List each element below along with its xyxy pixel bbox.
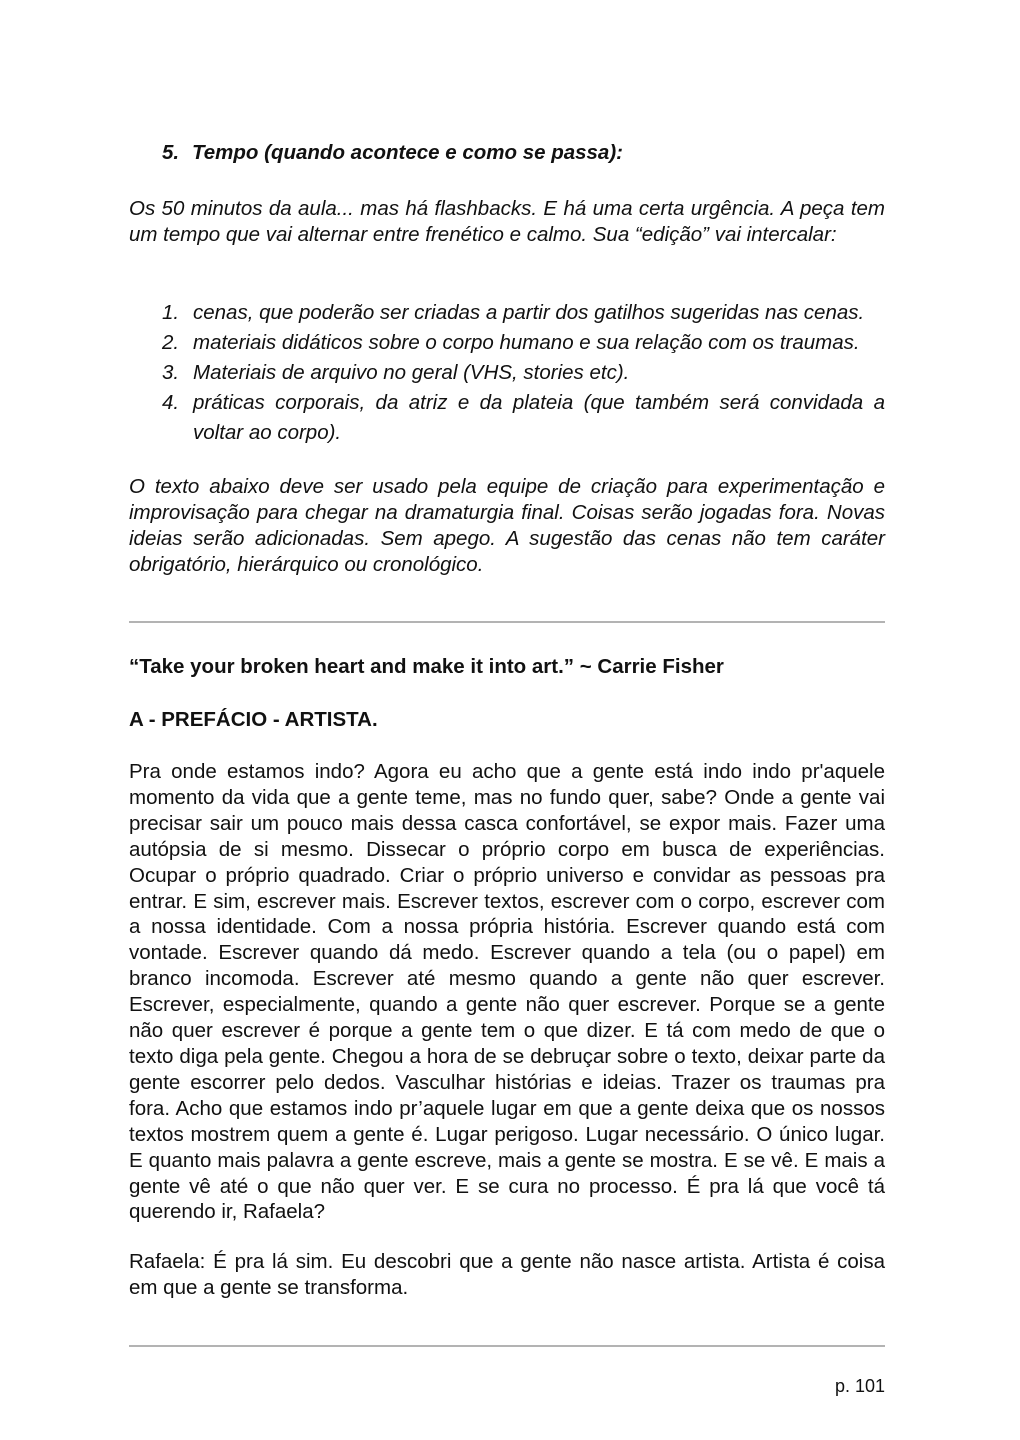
page-number: p. 101: [834, 1376, 885, 1396]
list-item: [162, 328, 885, 358]
list-item-text: Materiais de arquivo no geral (VHS, stories etc).: [193, 361, 630, 384]
section-heading: [162, 141, 623, 165]
list-item: [162, 388, 885, 448]
list-item-number: 4.: [162, 391, 180, 414]
list-item-text: materiais didáticos sobre o corpo humano e sua relação com os traumas.: [193, 331, 860, 354]
list-item-text: cenas, que poderão ser criadas a partir dos gatilhos sugeridas nas cenas.: [193, 301, 865, 324]
list-item-number: 3.: [162, 361, 180, 384]
materials-list: [162, 298, 885, 448]
rafaela-reply: Rafaela: É pra lá sim. Eu descobri que a gente não nasce artista. Artista é coisa em que a gente se transforma.: [129, 1250, 885, 1299]
intro-paragraph: Os 50 minutos da aula... mas há flashbacks. E há uma certa urgência. A peça tem um tempo que vai alternar entre frenético e calmo. Sua “edição” vai intercalar:: [129, 197, 885, 246]
list-item-number: 2.: [162, 331, 180, 354]
divider-top: [129, 621, 885, 623]
section-title: Tempo (quando acontece e como se passa):: [192, 141, 623, 164]
section-number: 5.: [162, 141, 180, 164]
preface-title: A - PREFÁCIO - ARTISTA.: [129, 708, 378, 731]
preface-body: Pra onde estamos indo? Agora eu acho que a gente está indo indo pr'aquele momento da vida que a gente teme, mas no fundo quer, sabe? Onde a gente vai precisar sair um pouco mais dessa casca confortável, se expor mais. Fazer uma autópsia de si mesmo. Dissecar o próprio corpo em busca de experiências. Ocupar o próprio quadrado. Criar o próprio universo e convidar as pessoas pra entrar. E sim, escrever mais. Escrever textos, escrever com o corpo, escrever com a nossa identidade. Com a nossa própria história. Escrever quando está com vontade. Escrever quando dá medo. Escrever quando a tela (ou o papel) em branco incomoda. Escrever até mesmo quando a gente não quer escrever. Escrever, especialmente, quando a gente não quer escrever. Porque se a gente não quer escrever é porque a gente tem o que dizer. E tá com medo de que o texto diga pela gente. Chegou a hora de se debruçar sobre o texto, deixar parte da gente escorrer pelo dedos. Vasculhar histórias e ideias. Trazer os traumas pra fora. Acho que estamos indo pr’aquele lugar em que a gente deixa que os nossos textos mostrem quem a gente é. Lugar perigoso. Lugar necessário. O único lugar. E quanto mais palavra a gente escreve, mais a gente se mostra. E se vê. E mais a gente vê até o que não quer ver. E se cura no processo. É pra lá que você tá querendo ir, Rafaela?: [129, 760, 885, 1224]
note-paragraph: O texto abaixo deve ser usado pela equipe de criação para experimentação e improvisação para chegar na dramaturgia final. Coisas serão jogadas fora. Novas ideias serão adicionadas. Sem apego. A sugestão das cenas não tem caráter obrigatório, hierárquico ou cronológico.: [129, 475, 885, 576]
list-item-number: 1.: [162, 301, 180, 324]
epigraph-quote: “Take your broken heart and make it into art.” ~ Carrie Fisher: [129, 655, 724, 678]
divider-bottom: [129, 1345, 885, 1347]
list-item: [162, 358, 885, 388]
list-item-text: práticas corporais, da atriz e da plateia (que também será convidada a voltar ao corpo).: [193, 391, 885, 444]
list-item: [162, 298, 885, 328]
